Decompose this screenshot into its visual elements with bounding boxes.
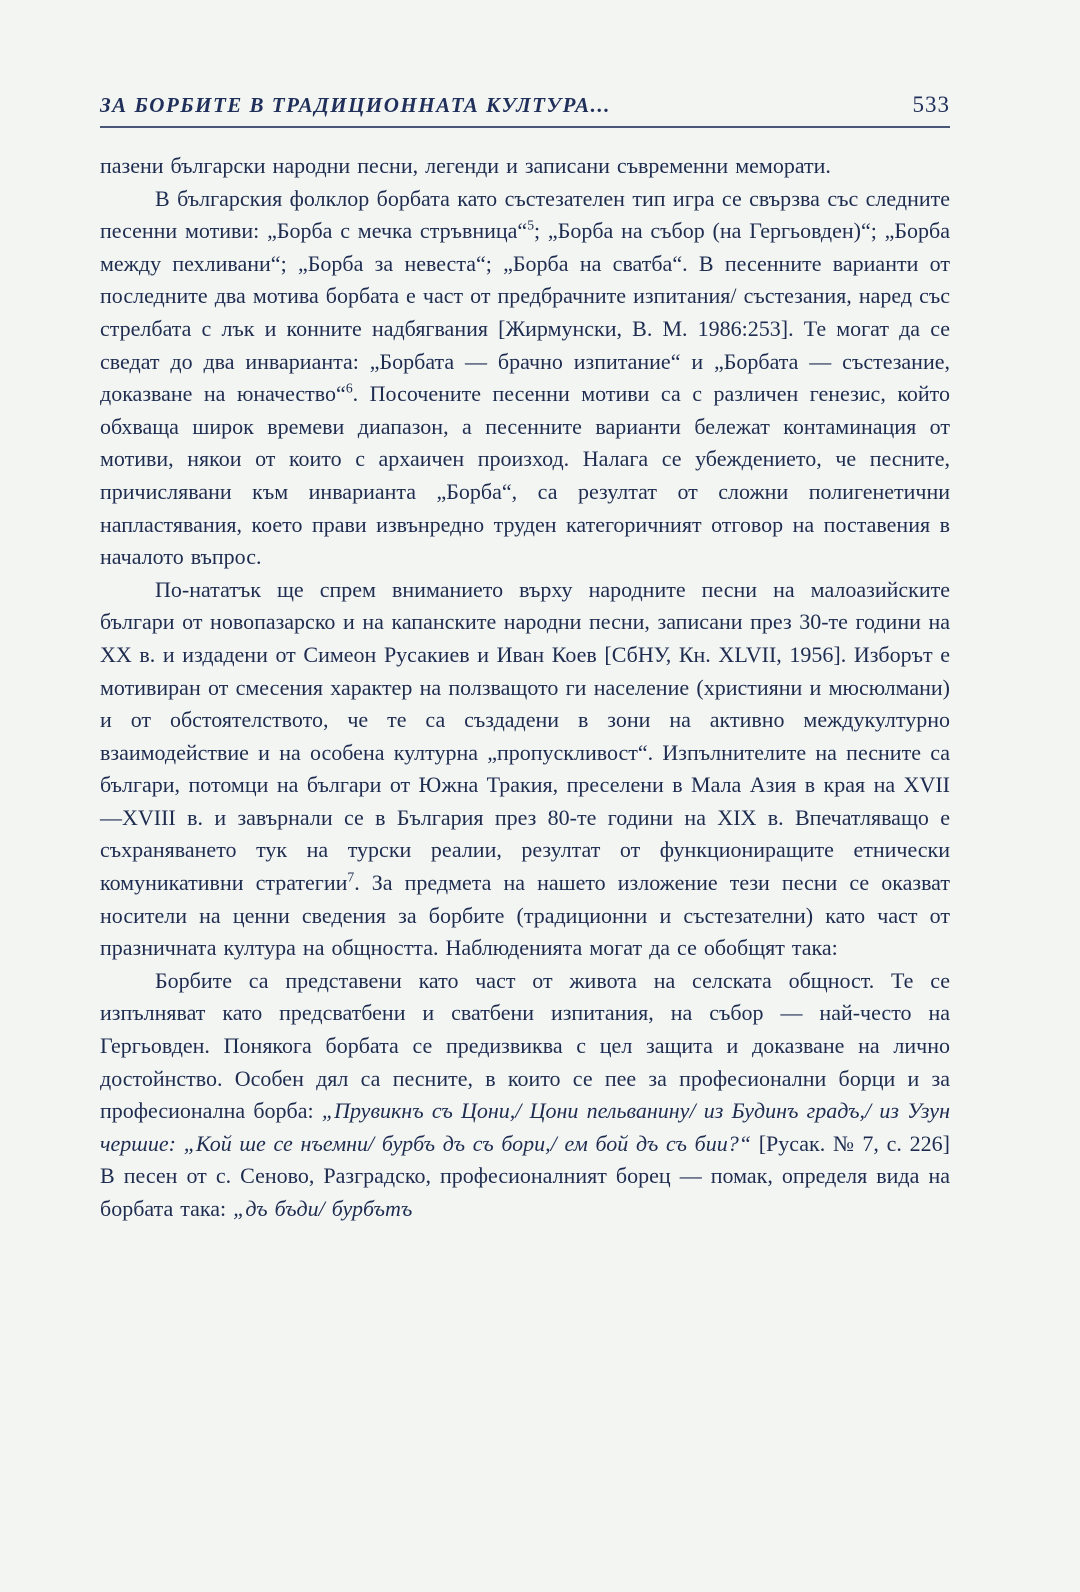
paragraph-2 xyxy=(100,183,950,574)
page-content-area xyxy=(100,92,950,1226)
paragraph-3-run-2: . За предмета на нашето изложение тези песни се оказват носители на ценни сведения за борбите (традиционни и състезателни) като част от празничната култура на общността. Наблюденията могат да се обобщят така: xyxy=(100,870,950,961)
footnote-ref-5: 5 xyxy=(527,217,535,233)
paragraph-2-run-1: В българския фолклор борбата като състезателен тип игра се свързва със следните песенни мотиви: „Борба с мечка стръвница“ xyxy=(100,185,950,244)
footnote-ref-7: 7 xyxy=(347,869,355,885)
header-rule xyxy=(100,126,950,128)
paragraph-4-run-1: Борбите са представени като част от живота на селската общност. Те се изпълняват като предсватбени и сватбени изпитания, на събор — най-често на Гергьовден. Понякога борбата се предизвиква с цел защита и доказване на лично достойнство. Особен дял са песните, в които се пее за професионални борци и за професионална борба: xyxy=(100,967,950,1124)
paragraph-4-run-2: [Русак. № 7, с. 226] В песен от с. Сеново, Разградско, професионалният борец — помак, определя вида на борбата така: xyxy=(100,1130,950,1221)
running-title: ЗА БОРБИТЕ В ТРАДИЦИОННАТА КУЛТУРА... xyxy=(100,93,611,117)
page-body xyxy=(100,150,950,1226)
footnote-ref-6: 6 xyxy=(345,380,353,396)
paragraph-4 xyxy=(100,965,950,1226)
paragraph-3 xyxy=(100,574,950,965)
paragraph-1 xyxy=(100,150,950,183)
paragraph-3-run-1: По-нататък ще спрем вниманието върху народните песни на малоазийските българи от новопазарско и на капанските народни песни, записани през 30-те години на ХХ в. и издадени от Симеон Русакиев и Иван Коев [СбНУ, Кн. XLVII, 1956]. Изборът е мотивиран от смесения характер на ползващото ги население (християни и мюсюлмани) и от обстоятелството, че те са създадени в зони на активно междукултурно взаимодействие и на особена културна „пропускливост“. Изпълнителите на песните са българи, потомци на българи от Южна Тракия, преселени в Мала Азия в края на XVII—XVIII в. и завърнали се в България през 80-те години на XIX в. Впечатляващо е съхраняването тук на турски реалии, резултат от функциониращите етнически комуникативни стратегии xyxy=(100,576,950,896)
paragraph-4-quote-2: „дъ бъди/ бурбътъ xyxy=(233,1196,413,1221)
paragraph-2-run-2: ; „Борба на събор (на Гергьовден)“; „Борба между пехливани“; „Борба за невеста“; „Борба на сватба“. В песенните варианти от последните два мотива борбата е част от предбрачните изпитания/ състезания, наред със стрелбата с лък и конните надбягвания [Жирмунски, В. М. 1986:253]. Те могат да се сведат до два инварианта: „Борбата — брачно изпитание“ и „Борбата — състезание, доказване на юначество“ xyxy=(100,218,951,407)
paragraph-2-run-3: . Посочените песенни мотиви са с различен генезис, който обхваща широк времеви диапазон, а песенните варианти бележат контаминация от мотиви, някои от които с архаичен произход. Налага се убеждението, че песните, причислявани към инварианта „Борба“, са резултат от сложни полигенетични напластявания, което прави извънредно труден категоричният отговор на поставения в началото въпрос. xyxy=(100,381,950,570)
page-header xyxy=(100,92,950,118)
paragraph-4-quote-1: „Прувикнъ съ Цони,/ Цони пельванину/ из Будинъ градъ,/ из Узун чершие: „Кой ше се нъемни/ бурбъ дъ съ бори,/ ем бой дъ съ бии?“ xyxy=(100,1098,950,1156)
paragraph-1-text: пазени български народни песни, легенди и записани съвременни меморати. xyxy=(100,153,831,178)
page-number: 533 xyxy=(912,92,950,117)
